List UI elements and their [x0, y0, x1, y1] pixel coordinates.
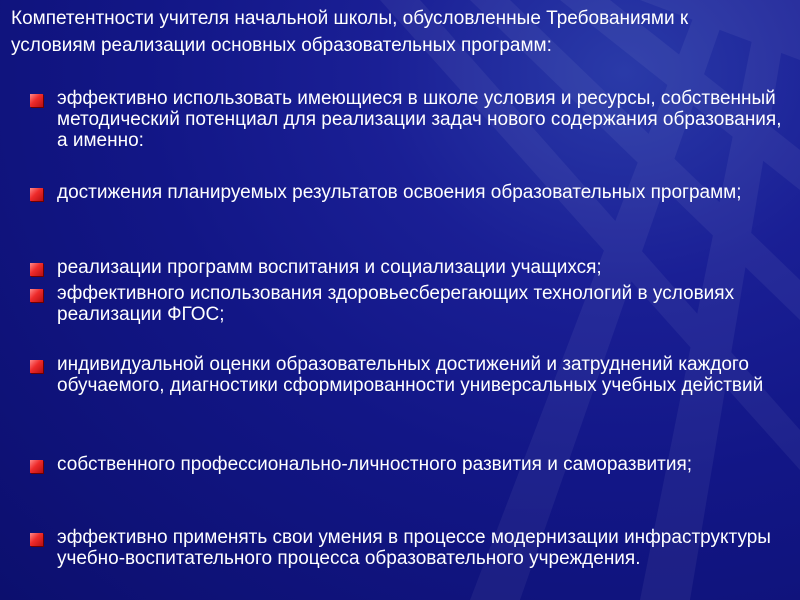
list-item-text: эффективного использования здоровьесберегающих технологий в условиях реализации ФГОС; — [57, 283, 735, 325]
list-item-text: эффективно использовать имеющиеся в школе условия и ресурсы, собственный методический потенциал для реализации задач нового содержания образования, а именно: — [57, 88, 782, 151]
square-bullet-icon — [30, 533, 43, 546]
list-item-text: реализации программ воспитания и социализации учащихся; — [57, 257, 602, 278]
square-bullet-icon — [30, 360, 43, 373]
square-bullet-icon — [30, 263, 43, 276]
square-bullet-icon — [30, 94, 43, 107]
slide-title: Компетентности учителя начальной школы, обусловленные Требованиями к условиям реализации основных образовательных программ: — [11, 8, 689, 56]
list-item-text: достижения планируемых результатов освоения образовательных программ; — [57, 182, 742, 203]
list-item-text: собственного профессионально-личностного развития и саморазвития; — [57, 454, 693, 475]
square-bullet-icon — [30, 460, 43, 473]
list-item-text: эффективно применять свои умения в процессе модернизации инфраструктуры учебно-воспитательного процесса образовательного учреждения. — [57, 527, 771, 569]
list-item-text: индивидуальной оценки образовательных достижений и затруднений каждого обучаемого, диагностики сформированности универсальных учебных действий — [57, 354, 764, 396]
square-bullet-icon — [30, 289, 43, 302]
square-bullet-icon — [30, 188, 43, 201]
